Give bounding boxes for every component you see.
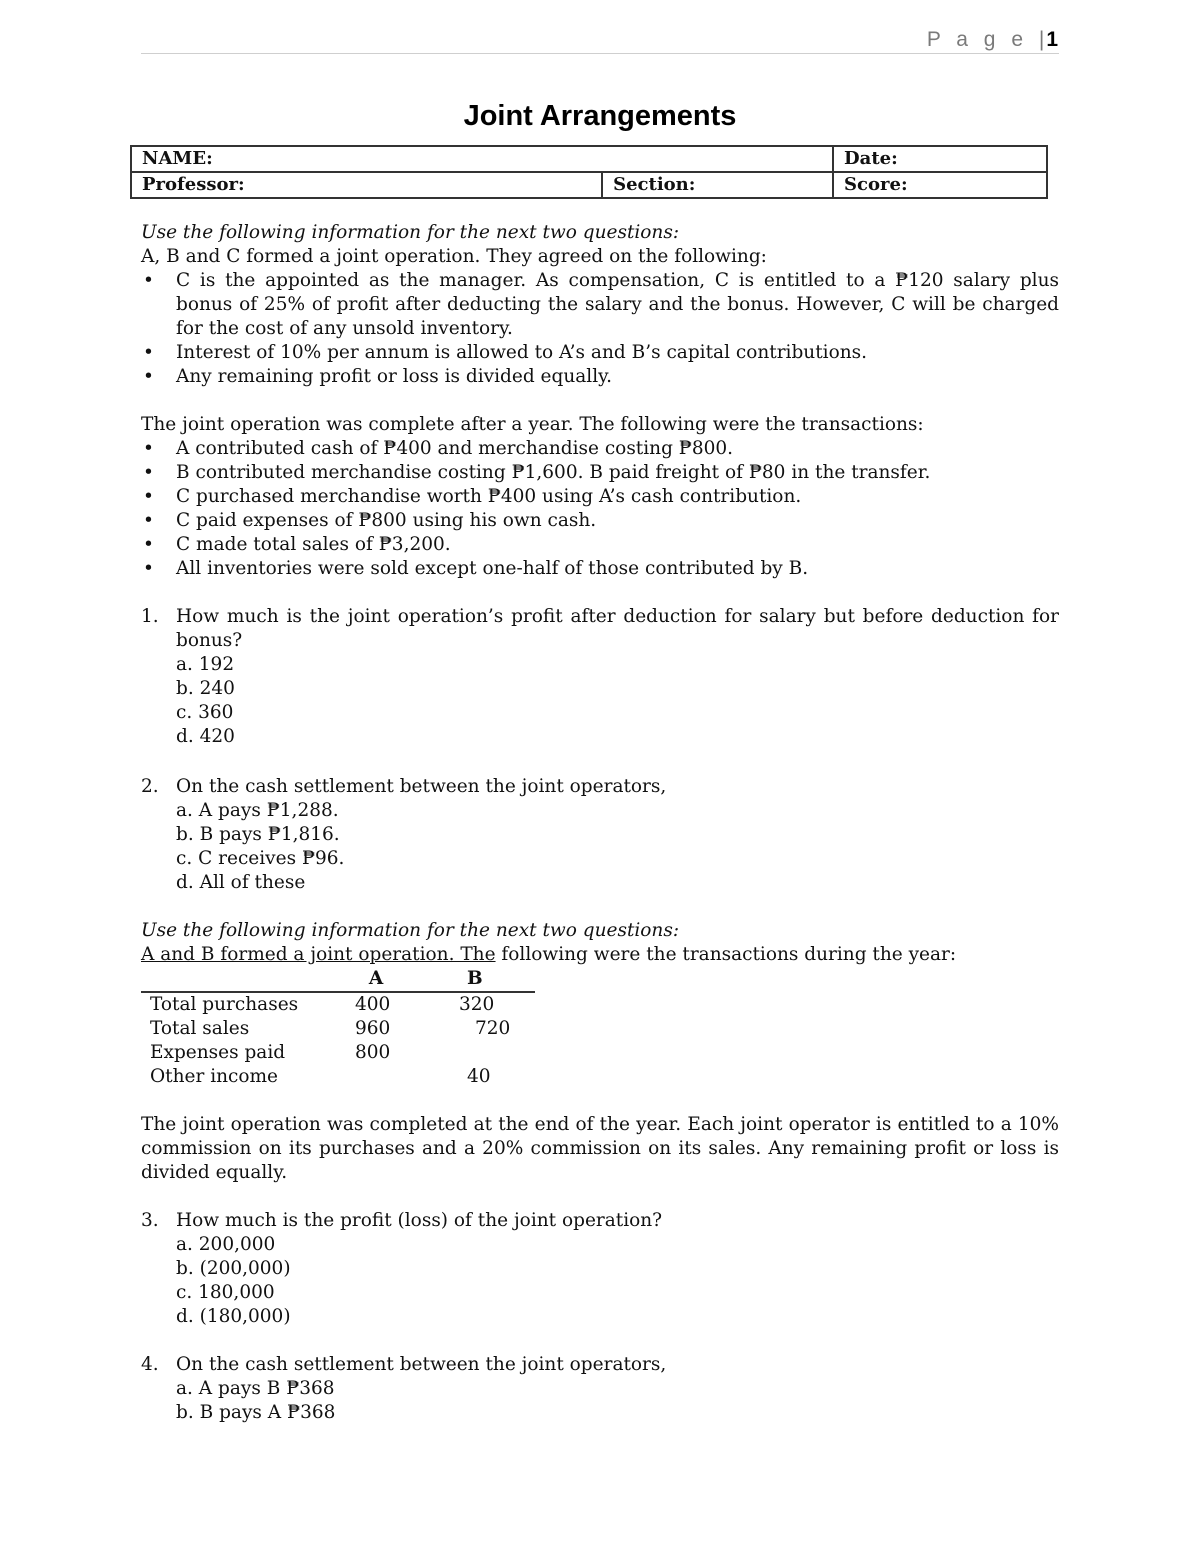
question-2	[141, 775, 1059, 799]
list-item: • C made total sales of ₱3,200.	[141, 533, 1059, 557]
question-text: On the cash settlement between the joint operators,	[176, 1354, 667, 1375]
list-item: • B contributed merchandise costing ₱1,600. B paid freight of ₱80 in the transfer.	[141, 461, 1059, 485]
table-header-a: A	[341, 967, 411, 992]
section-cell[interactable]	[602, 172, 833, 198]
header-divider	[141, 53, 1059, 54]
row-value-a: 400	[355, 994, 391, 1015]
transactions-lead: The joint operation was complete after a year. The following were the transactions:	[141, 414, 924, 435]
question-1	[141, 605, 1059, 653]
row-value-a	[341, 1065, 411, 1089]
answer-option[interactable]: a. A pays ₱1,288.	[176, 800, 339, 821]
answer-option[interactable]: a. A pays B ₱368	[176, 1378, 335, 1399]
section2-lead-rest: following were the transactions during the year:	[495, 944, 957, 965]
question-number: 3.	[141, 1210, 159, 1231]
answer-option[interactable]: b. B pays A ₱368	[176, 1402, 336, 1423]
answer-option[interactable]: b. (200,000)	[176, 1258, 291, 1279]
page-number: 1	[1046, 28, 1058, 51]
question-3	[141, 1209, 1059, 1233]
agreement-terms-list	[141, 269, 1059, 389]
document-body	[141, 221, 1059, 1425]
list-item: • Any remaining profit or loss is divided equally.	[141, 365, 1059, 389]
question-text: How much is the joint operation’s profit after deduction for salary but before deduction for bonus?	[176, 606, 1059, 651]
table-row	[141, 1041, 535, 1065]
row-value-b: 40	[467, 1066, 491, 1087]
date-cell[interactable]	[833, 146, 1047, 172]
professor-cell[interactable]	[131, 172, 602, 198]
transactions-table	[141, 967, 535, 1089]
date-label: Date:	[844, 148, 898, 169]
row-value-b	[411, 1041, 535, 1065]
row-label: Other income	[150, 1066, 279, 1087]
section1-lead: A, B and C formed a joint operation. They agreed on the following:	[141, 246, 767, 267]
answer-option[interactable]: a. 200,000	[176, 1234, 276, 1255]
table-header-cell	[141, 967, 341, 992]
transactions-list	[141, 437, 1059, 581]
answer-option[interactable]: a. 192	[176, 654, 235, 675]
name-label: NAME:	[142, 148, 213, 169]
section1-intro: Use the following information for the next two questions:	[141, 222, 680, 243]
list-item: • C is the appointed as the manager. As compensation, C is entitled to a ₱120 salary plus bonus of 25% of profit after deducting the salary and the bonus. However, C will be charged for the cost of any unsold inventory.	[141, 269, 1059, 341]
row-label: Total sales	[150, 1018, 250, 1039]
list-item: • Interest of 10% per annum is allowed to A’s and B’s capital contributions.	[141, 341, 1059, 365]
student-info-table	[130, 145, 1048, 199]
row-value-a: 800	[355, 1042, 391, 1063]
row-value-b: 320	[459, 994, 495, 1015]
list-item: • A contributed cash of ₱400 and merchandise costing ₱800.	[141, 437, 1059, 461]
answer-option[interactable]: d. (180,000)	[176, 1306, 291, 1327]
section2-lead-underlined: A and B formed a joint operation. The	[141, 944, 496, 965]
question-number: 2.	[141, 776, 159, 797]
page-separator: |	[1038, 28, 1045, 51]
section2-lead	[141, 943, 1059, 967]
section2-intro: Use the following information for the next two questions:	[141, 920, 680, 941]
list-item: • C purchased merchandise worth ₱400 using A’s cash contribution.	[141, 485, 1059, 509]
row-label: Expenses paid	[150, 1042, 286, 1063]
table-header-row	[141, 967, 535, 992]
answer-option[interactable]: c. C receives ₱96.	[176, 848, 345, 869]
table-row	[141, 1017, 535, 1041]
page-title: Joint Arrangements	[463, 100, 737, 132]
question-text: How much is the profit (loss) of the joint operation?	[176, 1210, 663, 1231]
row-label: Total purchases	[150, 994, 299, 1015]
list-item: • All inventories were sold except one-half of those contributed by B.	[141, 557, 1059, 581]
answer-option[interactable]: b. 240	[176, 678, 235, 699]
page-number-header	[927, 28, 1058, 52]
answer-option[interactable]: c. 180,000	[176, 1282, 275, 1303]
name-cell[interactable]	[131, 146, 833, 172]
question-text: On the cash settlement between the joint operators,	[176, 776, 667, 797]
row-value-a: 960	[355, 1018, 391, 1039]
section-label: Section:	[613, 174, 696, 195]
section2-paragraph: The joint operation was completed at the end of the year. Each joint operator is entitled to a 10% commission on its purchases and a 20% commission on its sales. Any remaining profit or loss is divided equally.	[141, 1114, 1059, 1183]
score-cell[interactable]	[833, 172, 1047, 198]
table-header-b: B	[411, 967, 535, 992]
answer-option[interactable]: d. 420	[176, 726, 235, 747]
list-item: • C paid expenses of ₱800 using his own cash.	[141, 509, 1059, 533]
question-number: 1.	[141, 606, 159, 627]
professor-label: Professor:	[142, 174, 245, 195]
table-row	[141, 1065, 535, 1089]
question-number: 4.	[141, 1354, 159, 1375]
answer-option[interactable]: b. B pays ₱1,816.	[176, 824, 340, 845]
score-label: Score:	[844, 174, 908, 195]
page-label: P a g e	[926, 28, 1028, 51]
answer-option[interactable]: d. All of these	[176, 872, 306, 893]
table-row	[141, 992, 535, 1017]
question-4	[141, 1353, 1059, 1377]
row-value-b: 720	[475, 1018, 511, 1039]
answer-option[interactable]: c. 360	[176, 702, 234, 723]
